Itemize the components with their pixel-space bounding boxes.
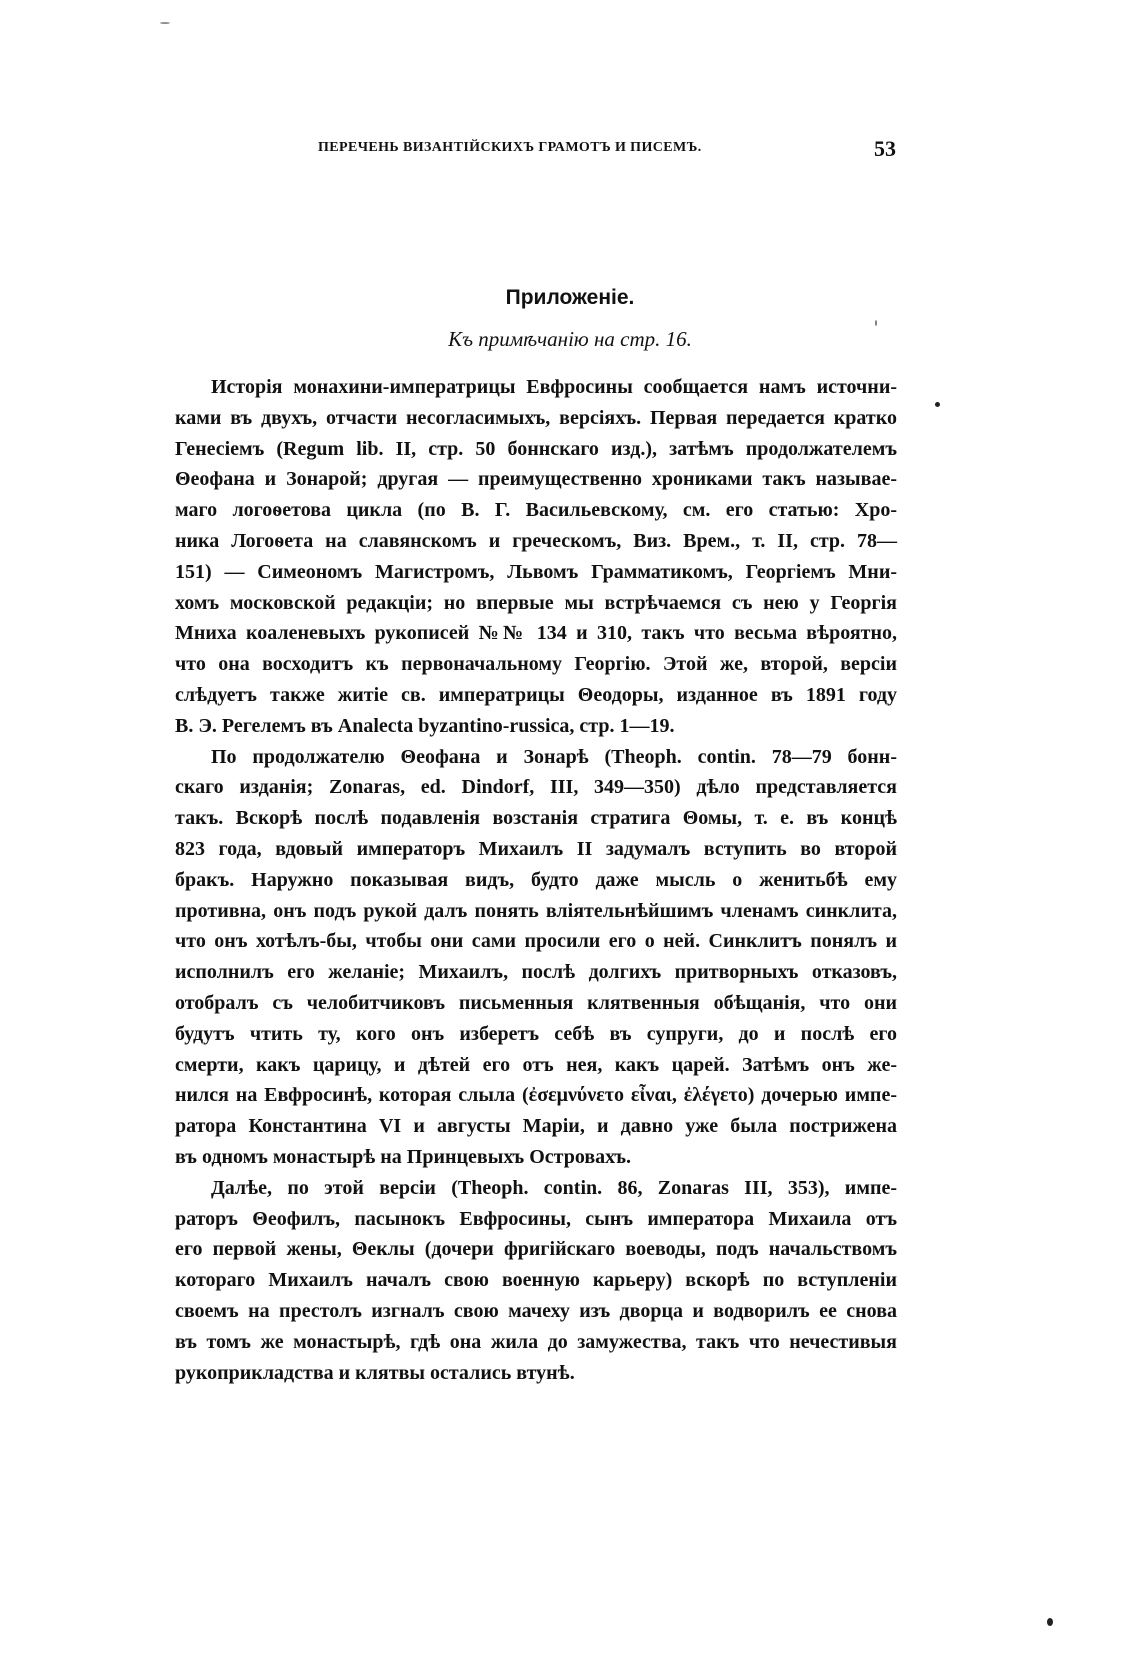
text-line: маго логоѳетова цикла (по В. Г. Васильевскому, см. его статью: Хро- [175,499,897,522]
text-line: такъ. Вскорѣ послѣ подавленія возстанія стратига Θомы, т. е. въ концѣ [175,807,897,830]
scan-speck [875,320,877,326]
text-line: 151) — Симеономъ Магистромъ, Львомъ Грамматикомъ, Георгіемъ Мни- [175,560,897,583]
text-line: нился на Евфросинѣ, которая слыла (ἐσεμνύνετο εἶναι, ἐλέγετο) дочерью импе- [175,1084,897,1107]
section-subheading: Къ примѣчанію на стр. 16. [448,327,692,351]
text-line: котораго Михаилъ началъ свою военную карьеру) вскорѣ по вступленіи [175,1269,897,1292]
text-line: будутъ чтить ту, кого онъ изберетъ себѣ въ супруги, до и послѣ его [175,1022,897,1045]
text-line: 823 года, вдовый императоръ Михаилъ II задумалъ вступить во второй [175,837,897,860]
text-line: что она восходитъ къ первоначальному Георгію. Этой же, второй, версіи [175,653,897,676]
text-line: бракъ. Наружно показывая видъ, будто даже мысль о женитьбѣ ему [175,868,897,891]
scan-speck [935,402,940,407]
paragraph-2 [175,742,897,1173]
text-line: Далѣе, по этой версіи (Theoph. contin. 86, Zonaras III, 353), импе- [211,1176,897,1199]
text-line: въ одномъ монастырѣ на Принцевыхъ Островахъ. [175,1145,632,1168]
text-line: ратора Константина VI и августы Маріи, и давно уже была пострижена [175,1115,897,1138]
text-line: ника Логоѳета на славянскомъ и греческомъ, Виз. Врем., т. II, стр. 78— [175,529,897,552]
text-line: Исторія монахини-императрицы Евфросины сообщается намъ источни- [211,376,897,398]
text-line: что онъ хотѣлъ-бы, чтобы они сами просили его о ней. Синклитъ понялъ и [175,930,897,953]
text-line: слѣдуетъ также житіе св. императрицы Θеодоры, изданное въ 1891 году [175,683,897,706]
scan-speck [1047,1618,1053,1626]
text-line: Θеофана и Зонарой; другая — преимущественно хрониками такъ называе- [175,468,897,491]
paragraph-1 [175,372,897,742]
text-line: ками въ двухъ, отчасти несогласимыхъ, версіяхъ. Первая передается кратко [175,406,897,429]
text-line: По продолжателю Θеофана и Зонарѣ (Theoph. contin. 78—79 бонн- [211,745,897,768]
text-line: противна, онъ подъ рукой далъ понять вліятельнѣйшимъ членамъ синклита, [175,899,897,922]
text-line: отобралъ съ челобитчиковъ письменныя клятвенныя обѣщанія, что они [175,991,897,1014]
text-line: въ томъ же монастырѣ, гдѣ она жила до замужества, такъ что нечестивыя [175,1330,897,1353]
page-header [318,136,896,168]
text-line: исполнилъ его желаніе; Михаилъ, послѣ долгихъ притворныхъ отказовъ, [175,961,897,984]
text-line: хомъ московской редакціи; но впервые мы встрѣчаемся съ нею у Георгія [175,591,897,614]
text-line: Генесіемъ (Regum lib. II, стр. 50 боннскаго изд.), затѣмъ продолжателемъ [175,437,897,460]
text-line: Мниха коаленевыхъ рукописей №№ 134 и 310, такъ что весьма вѣроятно, [175,622,897,645]
text-line: смерти, какъ царицу, и дѣтей его отъ нея, какъ царей. Затѣмъ онъ же- [175,1053,897,1076]
text-line: В. Э. Регелемъ въ Analecta byzantino-russica, стр. 1—19. [175,714,675,737]
text-line: его первой жены, Θеклы (дочери фригійскаго воеводы, подъ начальствомъ [175,1238,897,1261]
text-line: раторъ Θеофилъ, пасынокъ Евфросины, сынъ императора Михаила отъ [175,1207,897,1230]
paragraph-3 [175,1173,897,1389]
text-line: скаго изданія; Zonaras, ed. Dindorf, III, 349—350) дѣло представляется [175,776,897,799]
text-line: своемъ на престолъ изгналъ свою мачеху изъ дворца и водворилъ ее снова [175,1299,897,1322]
scan-speck [160,22,170,24]
running-title: ПЕРЕЧЕНЬ ВИЗАНТІЙСКИХЪ ГРАМОТЪ И ПИСЕМЪ. [318,140,702,155]
text-line: рукоприкладства и клятвы остались втунѣ. [175,1361,575,1384]
page-number: 53 [874,136,896,161]
section-heading: Приложеніе. [505,286,635,309]
body-text [175,372,897,1388]
